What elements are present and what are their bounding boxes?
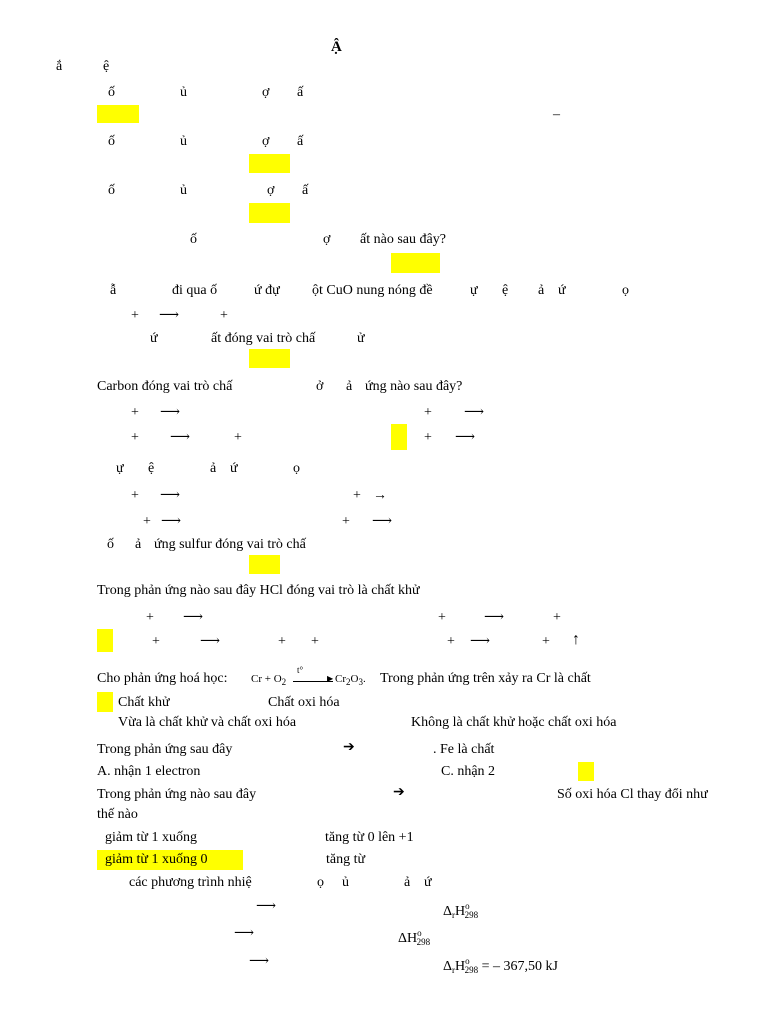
reaction-arrow: ⟶ [470, 634, 491, 649]
option-c: Vừa là chất khử và chất oxi hóa [118, 715, 297, 730]
answer-highlight [97, 692, 113, 712]
q4-frag: ố [190, 232, 197, 247]
reaction-arrow: ⟶ [170, 430, 191, 445]
reaction-arrow: ⟶ [455, 430, 476, 445]
gas-up-arrow: ↑ [572, 631, 580, 648]
answer-highlight [391, 424, 407, 450]
q10-equation-right: $Cr_2O_3$. [335, 673, 366, 687]
q13-frag: ứ [424, 875, 432, 890]
plus-sign: + [146, 610, 154, 625]
q13-frag: ả [404, 875, 411, 890]
plus-sign: + [131, 430, 139, 445]
enthalpy-symbol: $\Delta H^o_{298}$ [398, 928, 431, 947]
plus-sign: + [143, 514, 151, 529]
q3-frag: ấ [302, 183, 309, 198]
q12-stem: Số oxi hóa Cl thay đổi như [557, 787, 708, 802]
q2-frag: ợ [262, 134, 270, 149]
q13-stem: các phương trình nhiệ [129, 875, 252, 890]
q9-stem: Trong phản ứng nào sau đây HCl đóng vai trò là chất khử [97, 583, 420, 598]
q5-frag: ệ [502, 283, 509, 298]
q1-frag: ủ [180, 85, 187, 100]
q12-stem: thế nào [97, 807, 138, 822]
reaction-arrow: ⟶ [183, 610, 204, 625]
q10-stem: Cho phản ứng hoá học: [97, 671, 228, 686]
option-a: Chất khử [118, 695, 170, 710]
q3-frag: ủ [180, 183, 187, 198]
reaction-arrow: ⟶ [234, 926, 255, 941]
answer-highlight [97, 629, 113, 652]
q3-frag: ố [108, 183, 115, 198]
reaction-arrow: ⟶ [159, 308, 180, 323]
plus-sign: + [553, 610, 561, 625]
q2-frag: ấ [297, 134, 304, 149]
option-a: A. nhận 1 electron [97, 764, 201, 779]
plus-sign: + [424, 430, 432, 445]
plus-sign: + [311, 634, 319, 649]
answer-highlight [97, 105, 139, 123]
option-c: C. nhận 2 [441, 764, 496, 779]
option-b: tăng từ 0 lên +1 [325, 830, 414, 845]
plus-sign: + [131, 405, 139, 420]
answer-highlight [249, 555, 280, 574]
q1-frag: ợ [262, 85, 270, 100]
q5-frag: ất đóng vai trò chấ [211, 331, 316, 346]
reaction-arrow: ⟶ [484, 610, 505, 625]
reaction-arrow: ⟶ [249, 954, 270, 969]
answer-highlight [391, 253, 440, 273]
reaction-arrow: ➔ [343, 740, 355, 755]
q13-frag: ủ [342, 875, 349, 890]
row-mark-2: ệ [103, 59, 110, 74]
q11-stem: . Fe là chất [433, 742, 495, 757]
q10-condition: t° [297, 665, 304, 675]
q12-stem: Trong phản ứng nào sau đây [97, 787, 257, 802]
q5-frag: ự [470, 283, 478, 298]
q8-frag: ố [107, 537, 114, 552]
option-d: Không là chất khử hoặc chất oxi hóa [411, 715, 617, 730]
q5-frag: ứ [558, 283, 566, 298]
plus-sign: + [447, 634, 455, 649]
plus-sign: + [234, 430, 242, 445]
q2-frag: ủ [180, 134, 187, 149]
plus-sign: + [424, 405, 432, 420]
plus-sign: + [152, 634, 160, 649]
q5-frag: ả [538, 283, 545, 298]
q6-frag: ở [316, 379, 324, 394]
page-title: Ậ [331, 39, 342, 55]
reaction-arrow: ⟶ [160, 405, 181, 420]
reaction-arrow: ⟶ [200, 634, 221, 649]
plus-sign: + [353, 488, 361, 503]
reaction-arrow: ⟶ [161, 514, 182, 529]
q6-frag: ả [346, 379, 353, 394]
q5-frag: ử [357, 331, 365, 346]
q5-frag: ọ [622, 283, 629, 298]
q5-frag: ẫ [110, 283, 117, 298]
q13-frag: ọ [317, 875, 324, 890]
q5-frag: ột CuO nung nóng đề [312, 283, 433, 298]
row-mark-1: ắ [56, 59, 63, 74]
q4-frag: ợ [323, 232, 331, 247]
q1-dash: – [553, 107, 560, 122]
q7-frag: ả [210, 461, 217, 476]
reaction-arrow: ➔ [393, 785, 405, 800]
q5-frag: đi qua ố [172, 283, 218, 298]
q7-frag: ứ [230, 461, 238, 476]
reaction-arrow: ⟶ [256, 899, 277, 914]
q5-frag: ứ đự [254, 283, 280, 298]
plus-sign: + [438, 610, 446, 625]
q2-frag: ố [108, 134, 115, 149]
plus-sign: + [220, 308, 228, 323]
q8-stem: ứng sulfur đóng vai trò chấ [154, 537, 306, 552]
plus-sign: + [131, 488, 139, 503]
option-b: Chất oxi hóa [268, 695, 340, 710]
q11-stem: Trong phản ứng sau đây [97, 742, 233, 757]
reaction-arrow: ⟶ [160, 488, 181, 503]
option-a: giảm từ 1 xuống [105, 830, 197, 845]
plus-sign: + [278, 634, 286, 649]
reaction-arrow: → [373, 488, 387, 503]
q7-frag: ự [116, 461, 124, 476]
q4-stem: ất nào sau đây? [360, 232, 446, 247]
enthalpy-symbol: $\Delta_rH^o_{298}$ [443, 901, 479, 920]
q6-frag: ứng nào sau đây? [365, 379, 463, 394]
reaction-arrow: ⟶ [464, 405, 485, 420]
plus-sign: + [131, 308, 139, 323]
option-d: tăng từ [326, 852, 366, 867]
answer-highlight [249, 203, 290, 223]
enthalpy-value: $\Delta_rH^o_{298}$ = – 367,50 kJ [443, 956, 558, 975]
q6-stem: Carbon đóng vai trò chấ [97, 379, 233, 394]
q1-frag: ấ [297, 85, 304, 100]
q10-reaction-arrow-head: ▶ [327, 674, 334, 683]
q5-frag: ứ [150, 331, 158, 346]
reaction-arrow: ⟶ [372, 514, 393, 529]
plus-sign: + [342, 514, 350, 529]
answer-highlight [249, 349, 290, 368]
q3-frag: ợ [267, 183, 275, 198]
option-c: giảm từ 1 xuống 0 [105, 852, 208, 867]
plus-sign: + [542, 634, 550, 649]
q8-frag: ả [135, 537, 142, 552]
answer-highlight [578, 762, 594, 781]
q10-equation-left: $Cr + O_2$ [251, 673, 287, 687]
q7-frag: ọ [293, 461, 300, 476]
q1-frag: ố [108, 85, 115, 100]
q10-stem: Trong phản ứng trên xảy ra Cr là chất [380, 671, 591, 686]
answer-highlight [249, 154, 290, 173]
q7-frag: ệ [148, 461, 155, 476]
